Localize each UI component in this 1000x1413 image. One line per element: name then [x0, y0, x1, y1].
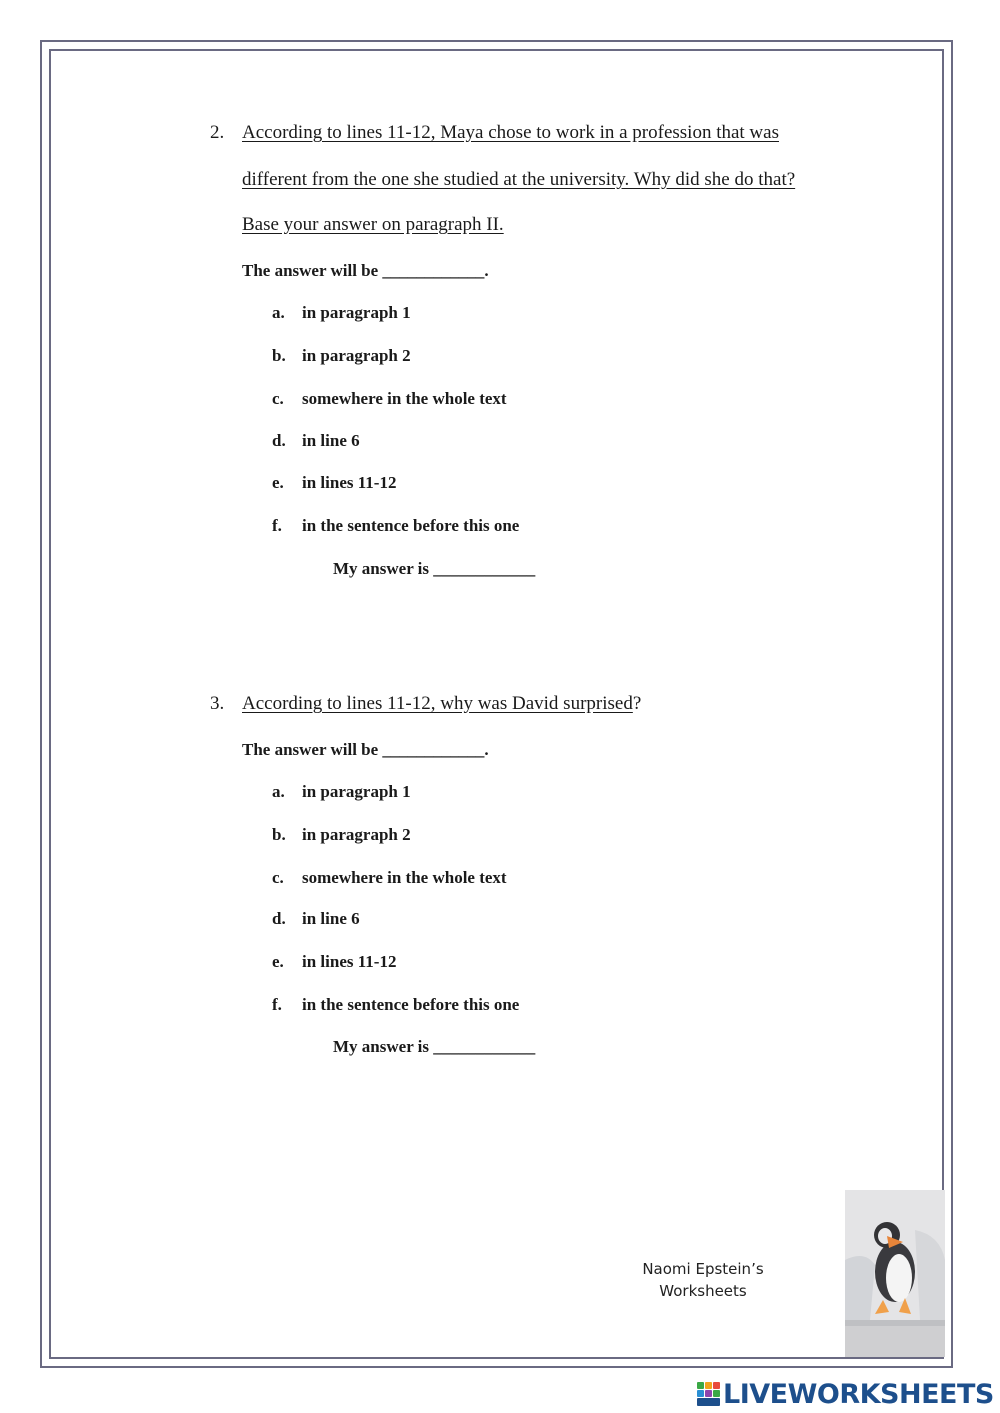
- option-letter: a.: [272, 782, 285, 801]
- question-mark: ?: [632, 693, 642, 714]
- option-text: in the sentence before this one: [302, 516, 520, 535]
- option-text: in the sentence before this one: [302, 995, 520, 1014]
- option-letter: d.: [272, 431, 286, 450]
- option-text: in paragraph 1: [302, 303, 411, 322]
- my-answer-field[interactable]: My answer is ____________: [333, 1037, 536, 1056]
- option-text: in lines 11-12: [302, 473, 397, 492]
- option-text: in line 6: [302, 909, 360, 928]
- question-number: 2.: [210, 122, 225, 143]
- option-text: somewhere in the whole text: [302, 868, 507, 887]
- brand-icon: [697, 1381, 721, 1407]
- answer-prompt: The answer will be ____________.: [242, 261, 489, 280]
- option-letter: c.: [272, 868, 284, 887]
- option-text: in paragraph 1: [302, 782, 411, 801]
- option-text: in lines 11-12: [302, 952, 397, 971]
- answer-prompt: The answer will be ____________.: [242, 740, 489, 759]
- question-text-line: [242, 693, 641, 715]
- option-letter: f.: [272, 995, 282, 1014]
- option-text: in line 6: [302, 431, 360, 450]
- option-letter: f.: [272, 516, 282, 535]
- option-text: in paragraph 2: [302, 346, 411, 365]
- liveworksheets-logo: [697, 1378, 994, 1410]
- question-text-line-2: different from the one she studied at the university. Why did she do that?: [242, 169, 796, 190]
- option-letter: b.: [272, 346, 286, 365]
- author-name: Naomi Epstein’s: [642, 1260, 764, 1278]
- author-credit: [603, 1258, 803, 1302]
- option-letter: e.: [272, 473, 284, 492]
- option-letter: c.: [272, 389, 284, 408]
- option-letter: e.: [272, 952, 284, 971]
- puffin-photo: [845, 1190, 945, 1357]
- option-text: in paragraph 2: [302, 825, 411, 844]
- author-subtitle: Worksheets: [659, 1282, 747, 1300]
- question-text-line-1: According to lines 11-12, Maya chose to work in a profession that was: [242, 122, 779, 143]
- question-text-underlined: According to lines 11-12, why was David surprised: [242, 693, 633, 714]
- my-answer-field[interactable]: My answer is ____________: [333, 559, 536, 578]
- option-letter: d.: [272, 909, 286, 928]
- brand-name: LIVEWORKSHEETS: [723, 1378, 994, 1410]
- question-text-line-3: Base your answer on paragraph II.: [242, 214, 504, 235]
- question-number: 3.: [210, 693, 225, 714]
- option-letter: b.: [272, 825, 286, 844]
- option-letter: a.: [272, 303, 285, 322]
- option-text: somewhere in the whole text: [302, 389, 507, 408]
